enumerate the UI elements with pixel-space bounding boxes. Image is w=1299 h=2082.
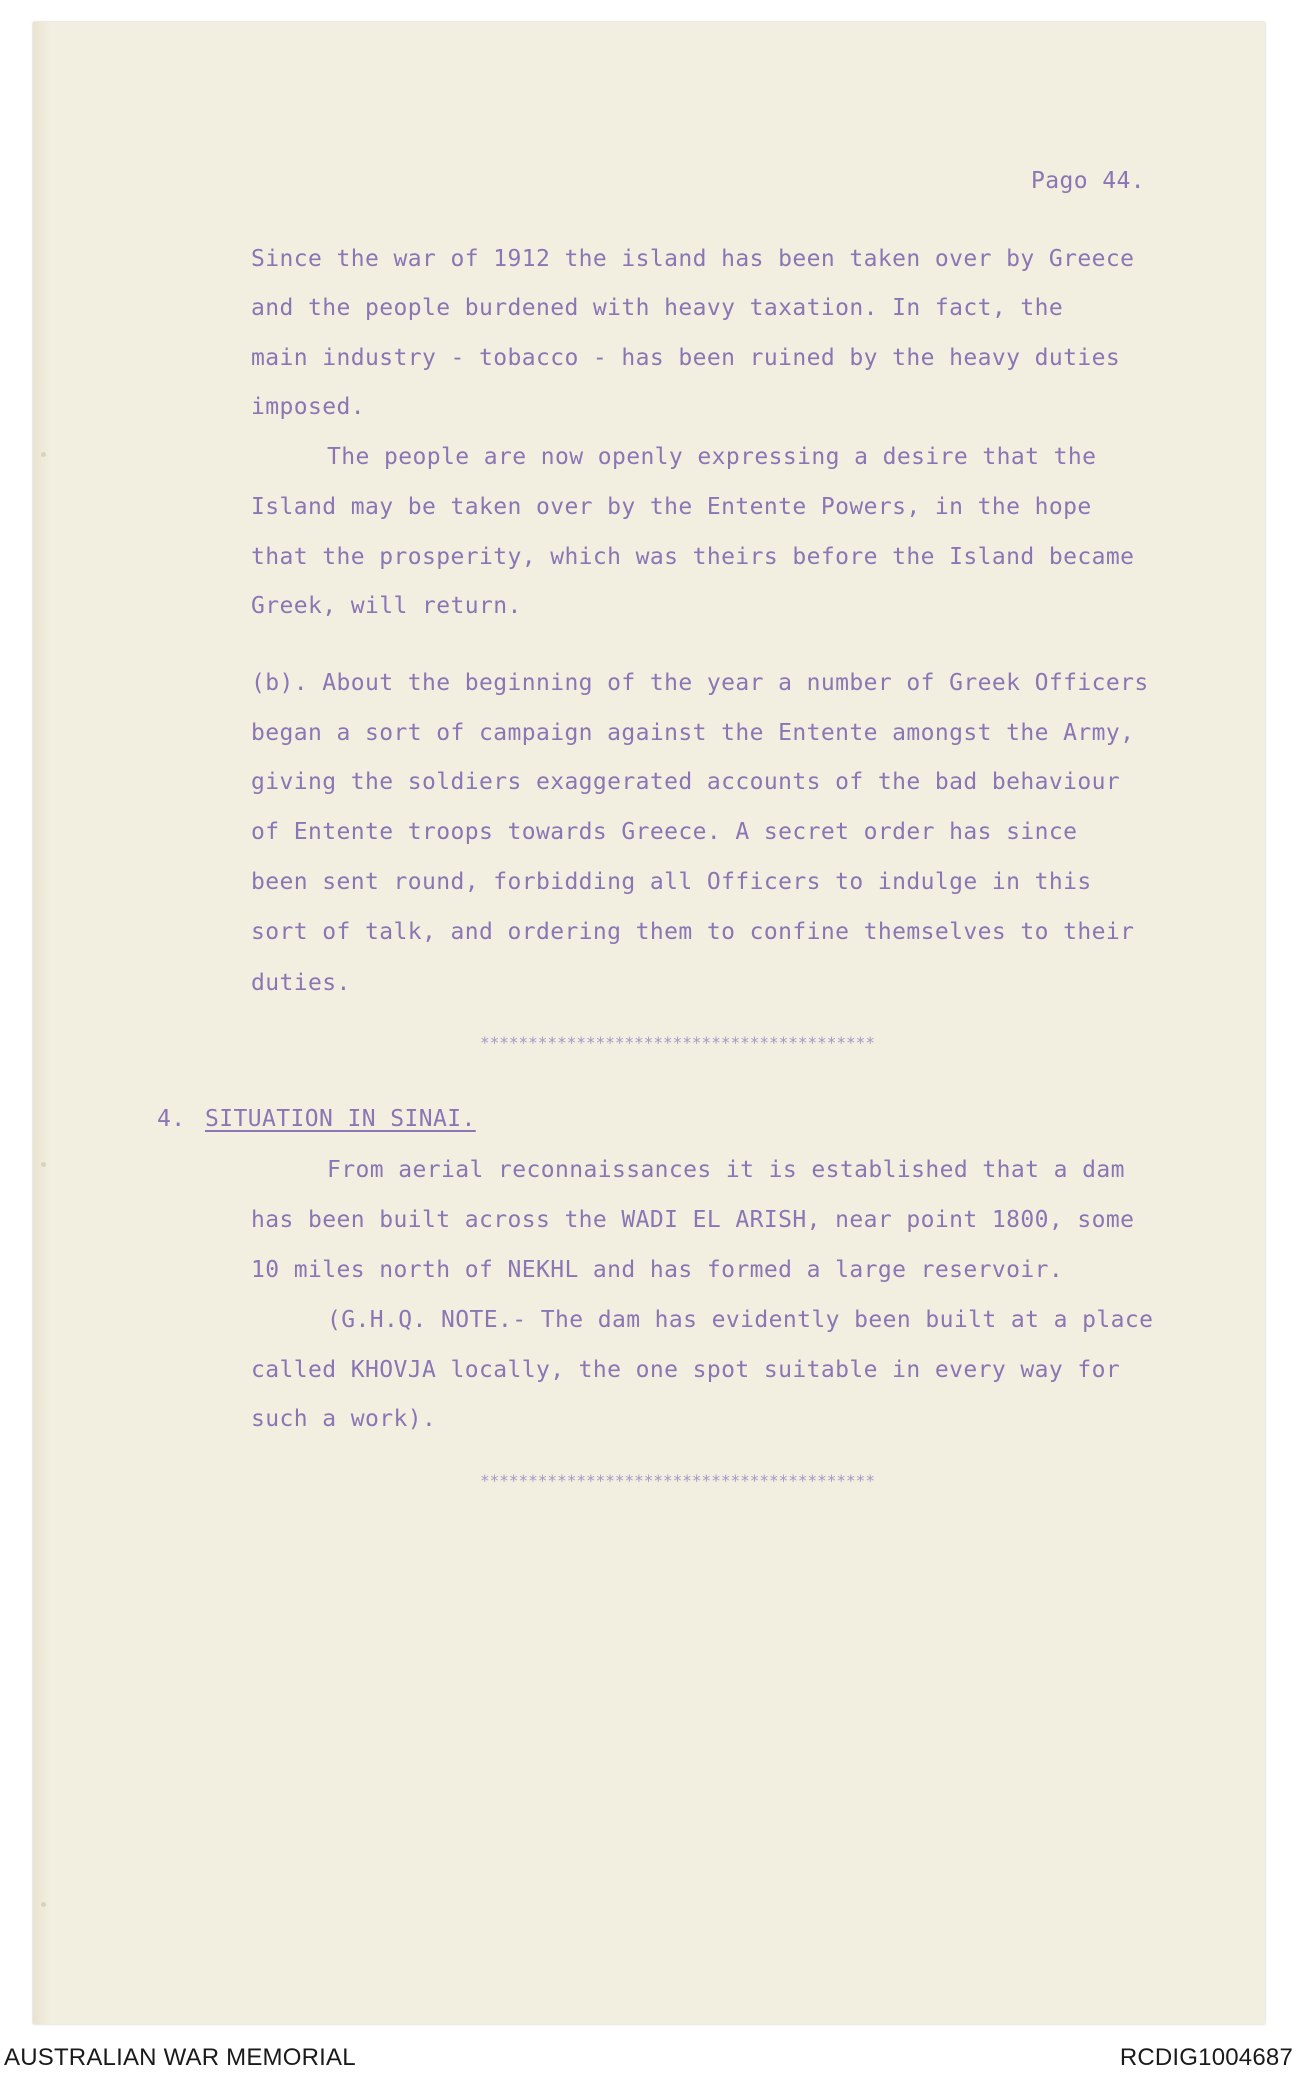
text-line: that the prosperity, which was theirs before the Island became: [251, 544, 1135, 570]
footer-right-label: RCDIG1004687: [1119, 2044, 1293, 2071]
punch-hole-mark: [41, 1902, 46, 1907]
page-number: Pago 44.: [1031, 168, 1145, 194]
text-line: (G.H.Q. NOTE.- The dam has evidently been built at a place: [327, 1307, 1154, 1333]
footer-left-label: AUSTRALIAN WAR MEMORIAL: [4, 2044, 356, 2071]
text-line: such a work).: [251, 1406, 437, 1432]
punch-hole-mark: [41, 1162, 46, 1167]
text-line: and the people burdened with heavy taxation. In fact, the: [251, 295, 1064, 321]
text-line: (b). About the beginning of the year a number of Greek Officers: [251, 670, 1149, 696]
text-line: began a sort of campaign against the Entente amongst the Army,: [251, 720, 1135, 746]
punch-hole-mark: [41, 452, 46, 457]
text-line: main industry - tobacco - has been ruined by the heavy duties: [251, 345, 1121, 371]
text-line: been sent round, forbidding all Officers to indulge in this: [251, 869, 1092, 895]
text-line: 10 miles north of NEKHL and has formed a large reservoir.: [251, 1257, 1064, 1283]
text-line: Since the war of 1912 the island has been taken over by Greece: [251, 246, 1135, 272]
text-line: sort of talk, and ordering them to confine themselves to their: [251, 919, 1135, 945]
text-line: Greek, will return.: [251, 593, 522, 619]
document-page: [33, 22, 1265, 2024]
text-line: From aerial reconnaissances it is established that a dam: [327, 1157, 1125, 1183]
text-line: imposed.: [251, 394, 365, 420]
text-line: of Entente troops towards Greece. A secret order has since: [251, 819, 1078, 845]
section-heading: SITUATION IN SINAI.: [205, 1106, 476, 1132]
text-line: called KHOVJA locally, the one spot suitable in every way for: [251, 1357, 1121, 1383]
text-line: Island may be taken over by the Entente Powers, in the hope: [251, 494, 1092, 520]
text-line: The people are now openly expressing a desire that the: [327, 444, 1097, 470]
section-number: 4.: [157, 1106, 186, 1132]
text-line: has been built across the WADI EL ARISH, near point 1800, some: [251, 1207, 1135, 1233]
text-line: duties.: [251, 970, 351, 996]
separator-asterisks: *****************************************: [480, 1033, 875, 1052]
text-line: giving the soldiers exaggerated accounts of the bad behaviour: [251, 769, 1121, 795]
separator-asterisks: *****************************************: [480, 1471, 875, 1490]
